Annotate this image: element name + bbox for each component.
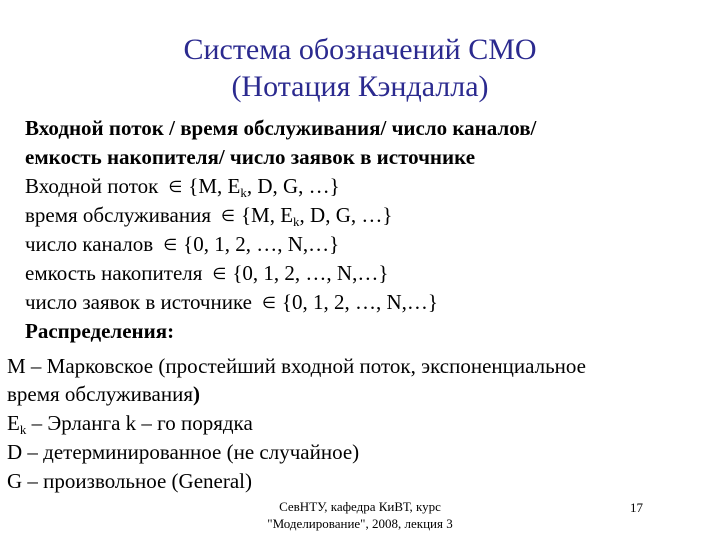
slide-subtitle: (Нотация Кэндалла): [231, 70, 489, 103]
notation-line-1: Входной поток / время обслуживания/ число каналов/: [25, 116, 537, 140]
dist-erlang-text: – Эрланга k – го порядка: [26, 411, 253, 435]
dist-erlang: [7, 409, 253, 437]
element-of-symbol: ∈: [168, 177, 183, 196]
element-of-symbol: ∈: [261, 293, 276, 312]
param-set-subscript: k: [293, 214, 300, 229]
distributions-heading: Распределения:: [25, 319, 175, 343]
param-source-requests: [25, 288, 438, 318]
param-service-time: [25, 201, 392, 231]
param-label: Входной поток: [25, 174, 159, 198]
param-label: емкость накопителя: [25, 261, 203, 285]
param-input-flow: [25, 172, 340, 202]
param-channels: [25, 230, 339, 260]
dist-markov-line-2: [7, 380, 200, 408]
param-set: {M, E: [188, 174, 241, 198]
param-set-rest: , D, G, …}: [299, 203, 393, 227]
page-number: 17: [630, 500, 643, 515]
footer-line-2: "Моделирование", 2008, лекция 3: [267, 516, 453, 531]
footer-caption: [240, 498, 480, 532]
element-of-symbol: ∈: [221, 206, 235, 225]
slide-title: Система обозначений СМО: [183, 33, 537, 66]
param-set: {0, 1, 2, …, N,…}: [281, 290, 438, 314]
dist-erlang-subscript: k: [19, 422, 27, 437]
param-set: {0, 1, 2, …, N,…}: [232, 261, 389, 285]
dist-markov-text: время обслуживания: [7, 382, 193, 406]
param-label: число заявок в источнике: [25, 290, 252, 314]
param-set: {0, 1, 2, …, N,…}: [183, 232, 340, 256]
notation-line-2: емкость накопителя/ число заявок в источнике: [25, 145, 476, 169]
dist-markov-paren: ): [193, 382, 200, 406]
param-set: {M, E: [240, 203, 294, 227]
dist-markov-line-1: M – Марковское (простейший входной поток, экспоненциальное: [7, 354, 586, 378]
element-of-symbol: ∈: [212, 264, 227, 283]
param-label: время обслуживания: [25, 203, 211, 227]
footer-line-1: СевНТУ, кафедра КиВТ, курс: [279, 499, 441, 514]
param-label: число каналов: [25, 232, 154, 256]
param-set-rest: , D, G, …}: [246, 174, 340, 198]
dist-general: G – произвольное (General): [7, 469, 252, 493]
dist-deterministic: D – детерминированное (не случайное): [7, 440, 360, 464]
element-of-symbol: ∈: [163, 235, 178, 254]
param-set-subscript: k: [240, 185, 247, 200]
dist-erlang-symbol: E: [7, 411, 20, 435]
param-buffer-capacity: [25, 259, 388, 289]
